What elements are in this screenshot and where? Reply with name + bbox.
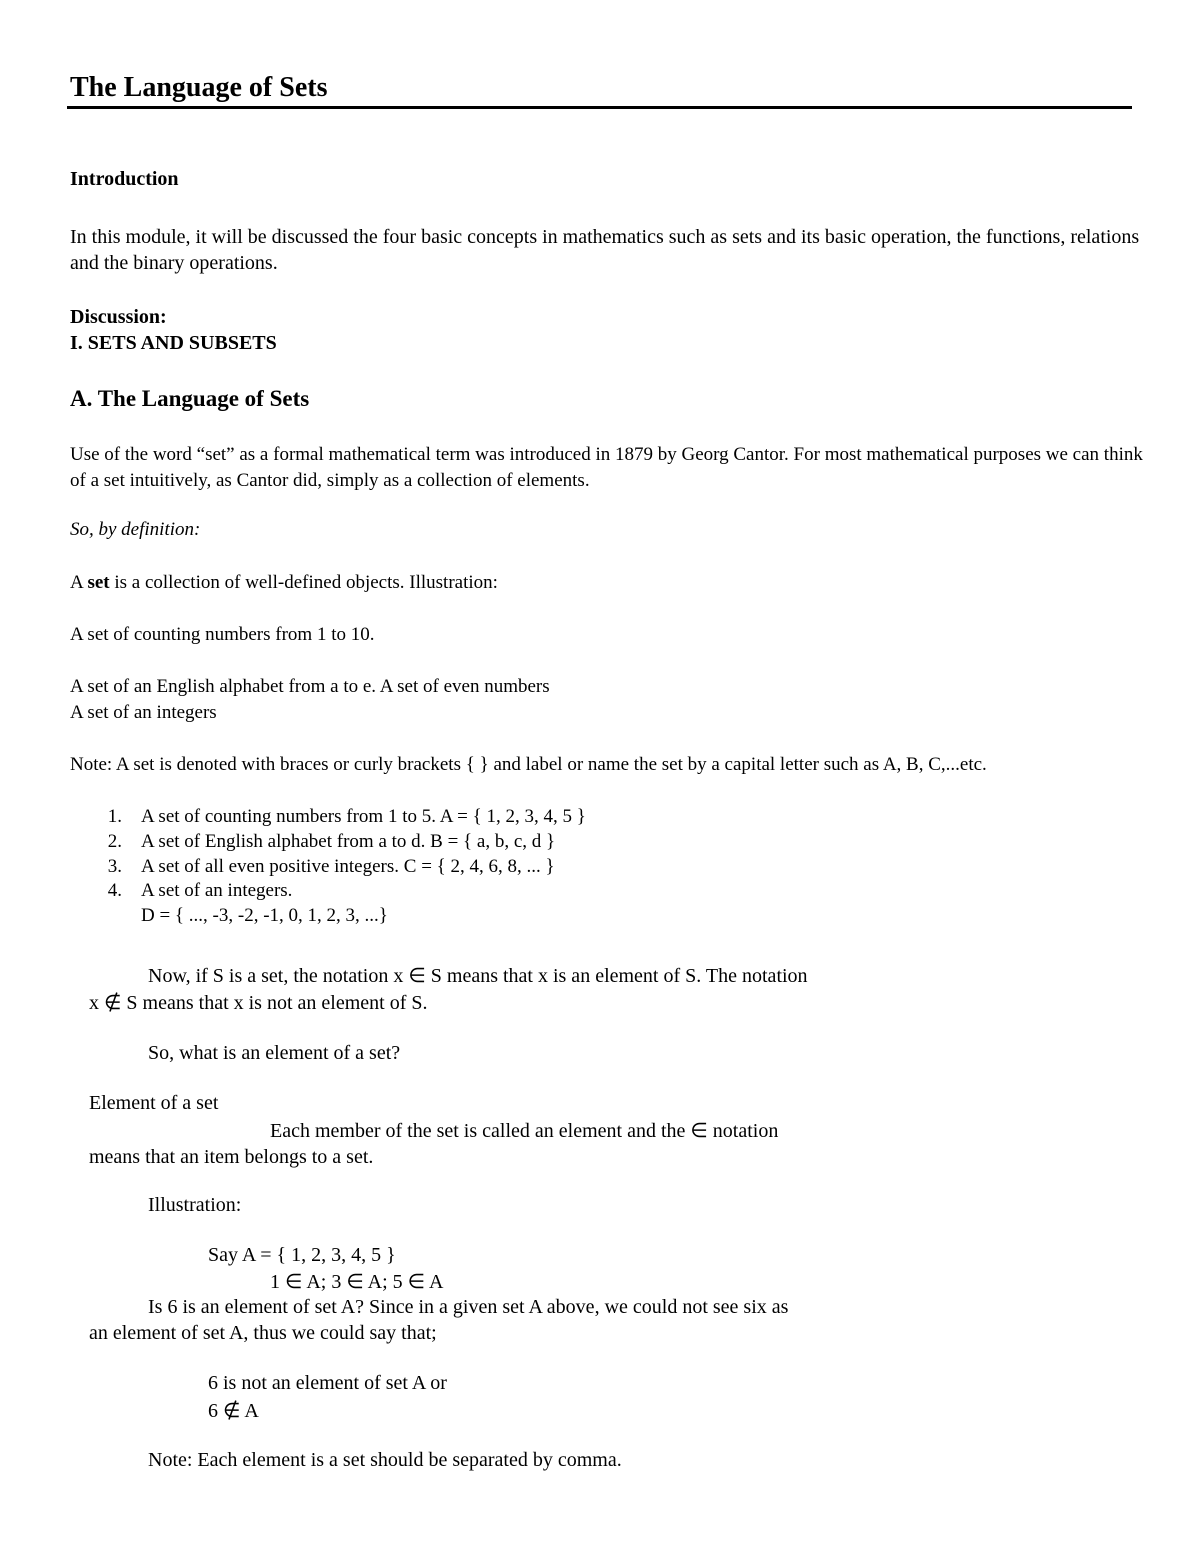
list-item-number: 3. [107, 856, 122, 877]
list-item: A set of an integers. [141, 880, 293, 901]
six-question-line-2: an element of set A, thus we could say that; [89, 1322, 437, 1344]
braces-note: Note: A set is denoted with braces or curly brackets { } and label or name the set by a capital letter such as A, B, C,...etc. [70, 754, 987, 775]
illustration-label: Illustration: [148, 1194, 242, 1216]
set-term: set [87, 572, 110, 593]
list-item-number: 4. [107, 880, 122, 901]
set-definition-suffix: is a collection of well-defined objects. Illustration: [109, 572, 498, 593]
by-definition: So, by definition: [70, 519, 201, 540]
cantor-paragraph: Use of the word “set” as a formal mathematical term was introduced in 1879 by Georg Cantor. For most mathematical purposes we can think of a set intuitively, as Cantor did, simply as a collection of elements. [70, 444, 1143, 491]
subsection-heading: A. The Language of Sets [70, 386, 310, 411]
element-question: So, what is an element of a set? [148, 1042, 401, 1064]
six-not-element-line-1: 6 is not an element of set A or [208, 1372, 447, 1394]
list-item-continuation: D = { ..., -3, -2, -1, 0, 1, 2, 3, ...} [141, 905, 388, 926]
list-item: A set of English alphabet from a to d. B = { a, b, c, d } [141, 831, 556, 852]
list-item: A set of all even positive integers. C = { 2, 4, 6, 8, ... } [141, 856, 555, 877]
comma-note: Note: Each element is a set should be separated by comma. [148, 1449, 622, 1471]
introduction-heading: Introduction [70, 168, 179, 190]
six-not-element-line-2: 6 ∉ A [208, 1400, 259, 1422]
illustration-line-1: A set of counting numbers from 1 to 10. [70, 624, 375, 645]
list-item-number: 1. [107, 806, 122, 827]
list-item: A set of counting numbers from 1 to 5. A = { 1, 2, 3, 4, 5 } [141, 806, 586, 827]
list-item-number: 2. [107, 831, 122, 852]
six-question-line-1: Is 6 is an element of set A? Since in a given set A above, we could not see six as [148, 1296, 789, 1318]
element-definition-line-2: means that an item belongs to a set. [89, 1146, 374, 1168]
section-heading: I. SETS AND SUBSETS [70, 332, 277, 354]
discussion-heading: Discussion: [70, 306, 167, 328]
title-rule [67, 106, 1132, 109]
page-title: The Language of Sets [70, 72, 328, 103]
set-definition [70, 572, 498, 594]
illustration-line-3: A set of an integers [70, 702, 217, 723]
membership-line: 1 ∈ A; 3 ∈ A; 5 ∈ A [270, 1271, 444, 1293]
set-a-definition: Say A = { 1, 2, 3, 4, 5 } [208, 1244, 396, 1266]
notation-line-2: x ∉ S means that x is not an element of S. [89, 992, 428, 1014]
illustration-line-2: A set of an English alphabet from a to e. A set of even numbers [70, 676, 550, 697]
set-definition-prefix: A [70, 572, 88, 593]
element-heading: Element of a set [89, 1092, 219, 1114]
notation-line-1: Now, if S is a set, the notation x ∈ S means that x is an element of S. The notation [148, 965, 808, 987]
element-definition-line-1: Each member of the set is called an element and the ∈ notation [270, 1120, 779, 1142]
introduction-text: In this module, it will be discussed the four basic concepts in mathematics such as sets and its basic operation, the functions, relations and the binary operations. [70, 226, 1140, 274]
